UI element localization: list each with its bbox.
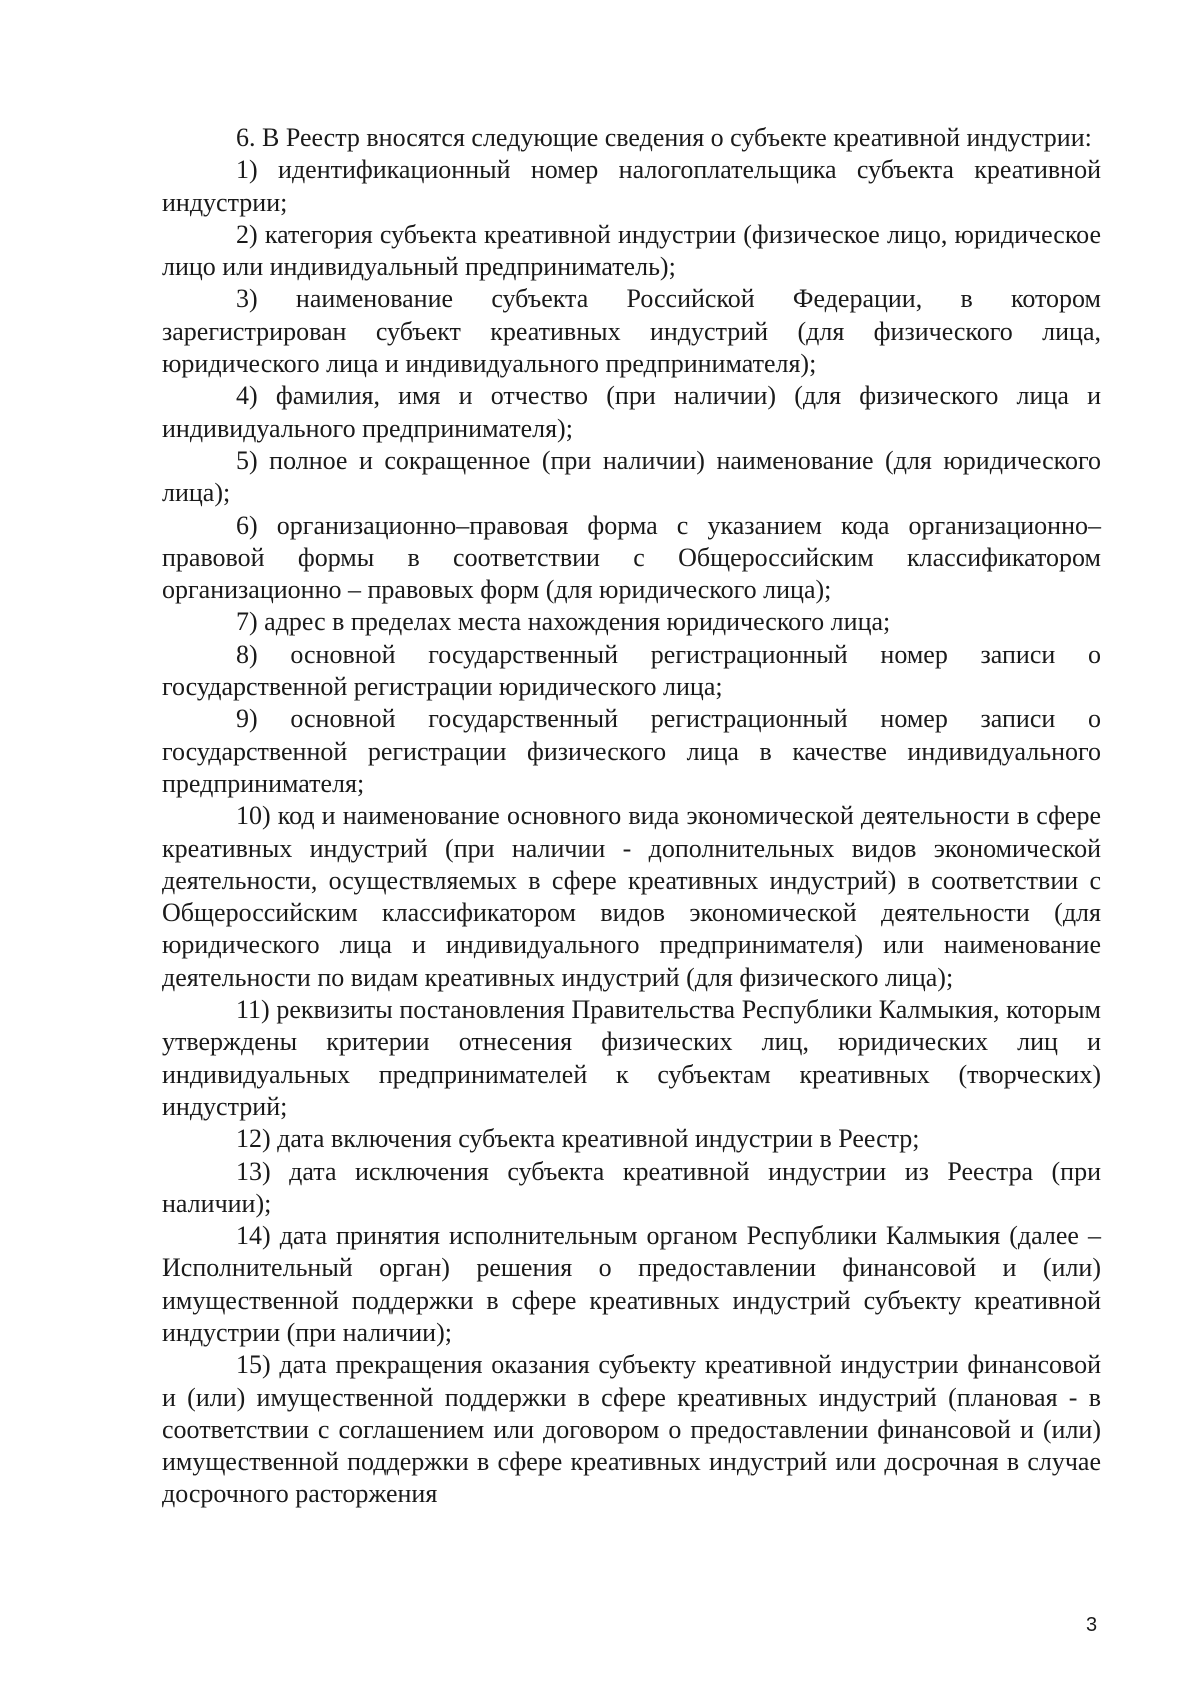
paragraph-intro: 6. В Реестр вносятся следующие сведения о субъекте креативной индустрии: — [236, 123, 1092, 152]
list-item-8: 8) основной государственный регистрационный номер записи о государственной регистрации юридического лица; — [162, 639, 1101, 702]
list-item-10: 10) код и наименование основного вида экономической деятельности в сфере креативных индустрий (при наличии - дополнительных видов экономической деятельности, осуществляемых в сфере креативных индустрий) в соответствии с Общероссийским классификатором видов экономической деятельности (для юридического лица и индивидуального предпринимателя) или наименование деятельности по видам креативных индустрий (для физического лица); — [162, 801, 1101, 992]
list-item-15: 15) дата прекращения оказания субъекту креативной индустрии финансовой и (или) имущественной поддержки в сфере креативных индустрий (плановая - в соответствии с соглашением или договором о предоставлении финансовой и (или) имущественной поддержки в сфере креативных индустрий или досрочная в случае досрочного расторжения — [162, 1350, 1101, 1509]
list-item-13: 13) дата исключения субъекта креативной индустрии из Реестра (при наличии); — [162, 1156, 1101, 1218]
list-item-14: 14) дата принятия исполнительным органом Республики Калмыкия (далее – Исполнительный орган) решения о предоставлении финансовой и (или) имущественной поддержки в сфере креативных индустрий субъекту креативной индустрии (при наличии); — [162, 1221, 1101, 1347]
list-item-12: 12) дата включения субъекта креативной индустрии в Реестр; — [236, 1124, 920, 1154]
page-number: 3 — [1086, 1614, 1098, 1636]
list-item-2: 2) категория субъекта креативной индустрии (физическое лицо, юридическое лицо или индивидуальный предприниматель); — [162, 219, 1101, 282]
list-item-4: 4) фамилия, имя и отчество (при наличии) (для физического лица и индивидуального предпринимателя); — [162, 381, 1101, 443]
list-item-11: 11) реквизиты постановления Правительства Республики Калмыкия, которым утверждены критерии отнесения физических лиц, юридических лиц и индивидуальных предпринимателей к субъектам креативных (творческих) индустрий; — [162, 995, 1101, 1121]
list-item-5: 5) полное и сокращенное (при наличии) наименование (для юридического лица); — [162, 445, 1101, 508]
list-item-3: 3) наименование субъекта Российской Федерации, в котором зарегистрирован субъект креативных индустрий (для физического лица, юридического лица и индивидуального предпринимателя); — [162, 284, 1101, 379]
list-item-9: 9) основной государственный регистрационный номер записи о государственной регистрации физического лица в качестве индивидуального предпринимателя; — [162, 704, 1101, 798]
list-item-6: 6) организационно–правовая форма с указанием кода организационно–правовой формы в соответствии с Общероссийским классификатором организационно – правовых форм (для юридического лица); — [162, 510, 1101, 605]
document-body — [162, 122, 1101, 1511]
list-item-7: 7) адрес в пределах места нахождения юридического лица; — [236, 607, 891, 637]
list-item-1: 1) идентификационный номер налогоплательщика субъекта креативной индустрии; — [162, 155, 1101, 217]
